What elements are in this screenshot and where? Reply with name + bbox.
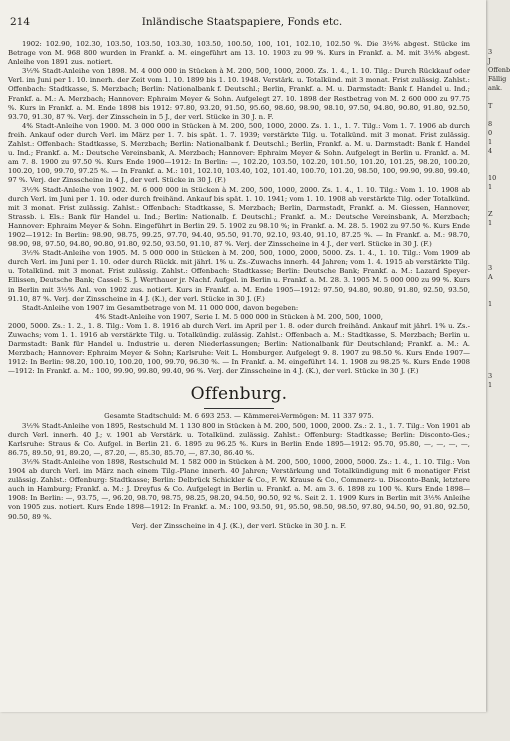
adjacent-page-fragment	[488, 228, 504, 237]
adjacent-page-fragment	[488, 696, 504, 705]
adjacent-page-fragment: J	[488, 57, 491, 65]
adjacent-page-fragment	[488, 318, 504, 327]
adjacent-page-fragment	[488, 327, 504, 336]
paragraph-offenburg-1895: 3½% Stadt-Anleihe von 1895, Restschuld M. 1 130 800 in Stücken à M. 200, 500, 1000, 2000. Zs.: 2. 1., 1. 7. Tilg.: Von 1901 ab durch Verl. innerh. 40 J.; v. 1901 ab Verstärk. u. Totalkünd. zulässig. Zahlst.: Offenburg: Stadtkasse; Berlin: Disconto-Ges.; Karlsruhe: Straus & Co. Aufgel. in Berlin 21. 6. 1895 zu 96.25 %. Kurs in Berlin Ende 1895—1912: 95.70, 95.80, —, —, —, —, 86.75, 89.50, 91, 89.20, —, 87.20, —, 85.30, 85.70, —, 87.30, 86.40 %.	[8, 421, 470, 457]
adjacent-page-fragment	[488, 192, 504, 201]
adjacent-page-fragment: 4	[488, 147, 493, 155]
adjacent-page-fragment	[488, 498, 504, 507]
paragraph-anleihe-1902: 3½% Stadt-Anleihe von 1902. M. 6 000 000 in Stücken à M. 200, 500, 1000, 2000. Zs. 1. 4., 1. 10. Tilg.: Vom 1. 10. 1908 ab durch Verl. im Juni per 1. 10. oder durch freihänd. Ankauf bis spät. 1. 10. 1941; vom 1. 10. 1908 ab verstärkte Tilg. oder Totalkünd. mit 3 monat. Frist zulässig. Zahlst.: Offenbach: Stadtkasse, S. Merzbach; Berlin, Darmstadt, Frankf. a. M. Giessen, Hannover, Strassb. i. Els.: Bank für Handel u. Ind.; Berlin: Nationalb. f. Deutschl.; Frankf. a. M.: Deutsche Vereinsbank, A. Merzbach; Hannover: Ephraim Meyer & Sohn. Eingeführt in Berlin 29. 5. 1902 zu 98.10 %; in Frankf. a. M. 28. 5. 1902 zu 97.50 %. Kurs Ende 1902—1912: In Berlin: 98.90, 98.75, 99.25, 97.70, 94.40, 95.50, 91.70, 92.10, 93.40, 91.10, 87.25 %. — In Frankf. a. M.: 98.70, 98.90, 98, 97.50, 94.80, 90.80, 91.80, 92.50, 93.50, 91.10, 87 %. Verj. der Zinsscheine in 4 J., der verl. Stücke in 30 J. (F.)	[8, 185, 470, 249]
paragraph-verjaehrung: Verj. der Zinsscheine in 4 J. (K.), der verl. Stücke in 30 J. n. F.	[131, 521, 347, 530]
adjacent-page-fragment: 3	[488, 48, 493, 56]
adjacent-page-fragment	[488, 345, 504, 354]
adjacent-page-fragment	[488, 507, 504, 516]
adjacent-page-fragment	[488, 651, 504, 660]
adjacent-page-fragment	[488, 705, 504, 714]
adjacent-page-fragment: Offenb	[488, 66, 510, 74]
adjacent-page-fragment: 1	[488, 381, 493, 389]
adjacent-page-fragment: ank.	[488, 84, 503, 92]
adjacent-page-fragment	[488, 444, 504, 453]
adjacent-page-edge	[488, 48, 510, 741]
adjacent-page-fragment	[488, 417, 504, 426]
paragraph-offenburg-1898: 3½% Stadt-Anleihe von 1898, Restschuld M. 1 582 000 in Stücken à M. 200, 500, 1000, 2000, 5000. Zs.: 1. 4., 1. 10. Tilg.: Von 1904 ab durch Verl. im März nach einem Tilg.-Plane innerh. 40 Jahren; Verstärkung und Totalkündigung mit 6 monatiger Frist zulässig. Zahlst.: Offenburg: Stadtkasse; Berlin: Delbrück Schickler & Co., F. W. Krause & Co., Commerz- u. Disconto-Bank, letztere auch in Hamburg; Frankf. a. M.: J. Dreyfus & Co. Aufgelegt in Berlin u. Frankf. a. M. am 3. 6. 1898 zu 100 %. Kurs Ende 1898—1908: In Berlin: —, 93.75, —, 96.20, 98.70, 98.75, 98.25, 98.20, 94.50, 90.50, 92 %. Seit 2. 1. 1909 Kurs in Berlin mit 3½% Anleihe von 1905 zus. notiert. Kurs Ende 1898—1912: In Frankf. a. M.: 100, 93.50, 91, 95.50, 98.50, 98.50, 97.80, 94.50, 90, 91.80, 92.50, 90.50, 89 %.	[8, 457, 470, 521]
adjacent-page-fragment: 10	[488, 174, 497, 182]
adjacent-page-fragment	[488, 336, 504, 345]
adjacent-page-fragment	[488, 552, 504, 561]
adjacent-page-fragment	[488, 291, 504, 300]
adjacent-page-fragment	[488, 246, 504, 255]
adjacent-page-fragment	[488, 615, 504, 624]
adjacent-page-fragment: 1	[488, 138, 493, 146]
adjacent-page-fragment	[488, 435, 504, 444]
adjacent-page-fragment: Z	[488, 210, 493, 218]
adjacent-page-fragment: 1	[488, 183, 493, 191]
adjacent-page-fragment	[488, 237, 504, 246]
adjacent-page-fragment	[488, 489, 504, 498]
adjacent-page-fragment	[488, 723, 504, 732]
paragraph-anleihe-1900: 4% Stadt-Anleihe von 1900. M. 3 000 000 in Stücken à M. 200, 500, 1000, 2000. Zs. 1. 1., 1. 7. Tilg.: Vom 1. 7. 1906 ab durch freih. Ankauf oder durch Verl. im März per 1. 7. bis spät. 1. 7. 1939; verstärkte Tilg. u. Totalkünd. mit 3 monat. Frist zulässig. Zahlst.: Offenbach: Stadtkasse, S. Merzbach; Berlin: Nationalbank f. Deutschl.; Berlin, Frankf. a. M. u. Darmstadt: Bank f. Handel u. Ind.; Frankf. a. M.: Deutsche Vereinsbank, A. Merzbach; Hannover: Ephraim Meyer & Sohn. Aufgelegt in Berlin u. Frankf. a. M. am 7. 8. 1900 zu 97.50 %. Kurs Ende 1900—1912: In Berlin: —, 102.20, 103.50, 102.20, 101.50, 101.20, 101.25, 98.20, 100.20, 100.20, 100, 99.70, 97.25 %. — In Frankf. a. M.: 101, 102.10, 103.40, 102, 101.40, 100.70, 101.20, 98.50, 100, 99.90, 99.80, 99.40, 97 %. Verj. der Zinsscheine in 4 J., der verl. Stücke in 30 J. (F.)	[8, 121, 470, 185]
adjacent-page-fragment	[488, 309, 504, 318]
adjacent-page-fragment	[488, 201, 504, 210]
adjacent-page-fragment	[488, 165, 504, 174]
adjacent-page-fragment: 3	[488, 264, 493, 272]
adjacent-page-fragment	[488, 408, 504, 417]
adjacent-page-fragment	[488, 462, 504, 471]
adjacent-page-fragment	[488, 606, 504, 615]
adjacent-page-fragment	[488, 660, 504, 669]
paragraph-anleihe-1907-serie-heading: 4% Stadt-Anleihe von 1907, Serie I. M. 5 000 000 in Stücken à M. 200, 500, 1000,	[95, 312, 383, 321]
adjacent-page-fragment: 1	[488, 300, 493, 308]
adjacent-page-fragment	[488, 426, 504, 435]
adjacent-page-fragment: 8	[488, 120, 493, 128]
adjacent-page-fragment: Fällig	[488, 75, 507, 83]
adjacent-page-fragment: T	[488, 102, 493, 110]
page-number: 214	[10, 16, 31, 28]
adjacent-page-fragment	[488, 111, 504, 120]
adjacent-page-fragment	[488, 714, 504, 723]
adjacent-page-fragment	[488, 453, 504, 462]
paragraph-anleihe-1898: 3½% Stadt-Anleihe von 1898. M. 4 000 000 in Stücken à M. 200, 500, 1000, 2000. Zs. 1. 4., 1. 10. Tilg.: Durch Rückkauf oder Verl. im Juni per 1. 10. innerh. der Zeit vom 1. 10. 1899 bis 1. 10. 1948. Verstärk. u. Totalkünd. mit 3 monat. Frist zulässig. Zahlst.: Offenbach: Stadtkasse, S. Merzbach; Berlin: Nationalbank f. Deutschl.; Berlin, Frankf. a. M. u. Darmstadt: Bank f. Handel u. Ind.; Frankf. a. M.: A. Merzbach; Hannover: Ephraim Meyer & Sohn. Aufgelegt 27. 10. 1898 der Restbetrag von M. 2 600 000 zu 97.75 %. Kurs in Frankf. a. M. Ende 1898 bis 1912: 97.80, 93.20, 91.50, 95.60, 98.60, 98.90, 98.10, 97.50, 94.80, 90.80, 91.80, 92.50, 93.70, 91.30, 87 %. Verj. der Zinsschein in 5 J., der verl. Stücke in 30 J. n. F.	[8, 67, 470, 121]
adjacent-page-fragment: 1	[488, 219, 493, 227]
adjacent-page-fragment	[488, 255, 504, 264]
adjacent-page-fragment	[488, 480, 504, 489]
adjacent-page-fragment	[488, 543, 504, 552]
paragraph-1902-kurs: 1902: 102.90, 102.30, 103.50, 103.50, 103.30, 103.50, 100.50, 100, 101, 102.10, 102.50 %. Die 3½% abgest. Stücke im Betrage von M. 968 800 wurden in Frankf. a. M. eingeführt am 13. 10. 1903 zu 99 %. Kurs in Frankf. a. M. mit 3½% abgest. Anleihe von 1891 zus. notiert.	[8, 40, 470, 67]
adjacent-page-fragment	[488, 156, 504, 165]
adjacent-page-fragment	[488, 732, 504, 741]
adjacent-page-fragment	[488, 588, 504, 597]
adjacent-page-fragment	[488, 363, 504, 372]
adjacent-page-fragment: A	[488, 273, 493, 281]
adjacent-page-fragment	[488, 354, 504, 363]
adjacent-page-fragment	[488, 534, 504, 543]
running-header	[10, 15, 474, 29]
paragraph-anleihe-1907-intro: Stadt-Anleihe von 1907 im Gesamtbetrage von M. 11 000 000, davon begeben:	[22, 303, 299, 312]
adjacent-page-fragment	[488, 570, 504, 579]
adjacent-page-fragment	[488, 399, 504, 408]
adjacent-page-fragment	[488, 633, 504, 642]
adjacent-page-fragment	[488, 282, 504, 291]
text-column	[8, 40, 470, 531]
adjacent-page-fragment	[488, 597, 504, 606]
adjacent-page-fragment	[488, 669, 504, 678]
adjacent-page-fragment	[488, 678, 504, 687]
running-title: Inländische Staatspapiere, Fonds etc.	[141, 16, 343, 28]
adjacent-page-fragment	[488, 561, 504, 570]
adjacent-page-fragment	[488, 624, 504, 633]
adjacent-page-fragment	[488, 93, 504, 102]
adjacent-page-fragment	[488, 516, 504, 525]
section-divider	[204, 408, 274, 409]
adjacent-page-fragment	[488, 687, 504, 696]
paragraph-anleihe-1905: 3½% Stadt-Anleihe von 1905. M. 5 000 000 in Stücken à M. 200, 500, 1000, 2000, 5000. Zs. 1. 4., 1. 10. Tilg.: Vom 1909 ab durch Verl. im Juni per 1. 10. oder durch Rückk. mit jährl. 1% u. Zs.-Zuwachs innerh. 44 Jahren; vom 1. 4. 1915 ab verstärkte Tilg. u. Totalkünd. mit 3 monat. Frist zulässig. Zahlst.: Offenbach: Stadtkasse; Berlin: Deutsche Bank; Frankf. a. M.: Lazard Speyer-Ellissen, Deutsche Bank; Cassel: S. J. Werthauer jr. Nachf. Aufgel. in Berlin u. Frankf. a. M. 28. 3. 1905 M. 5 000 000 zu 99 %. Kurs in Berlin mit 3½% Anl. von 1902 zus. notiert. Kurs in Frankf. a. M. Ende 1905—1912: 97.50, 94.80, 90.80, 91.80, 92.50, 93.50, 91.10, 87 %. Verj. der Zinsscheine in 4 J. (K.), der verl. Stücke in 30 J. (F.)	[8, 249, 470, 303]
adjacent-page-fragment: 3	[488, 372, 493, 380]
adjacent-page-fragment	[488, 579, 504, 588]
adjacent-page-fragment	[488, 471, 504, 480]
adjacent-page-fragment	[488, 390, 504, 399]
adjacent-page-fragment: 0	[488, 129, 493, 137]
paragraph-stadtschuld: Gesamte Stadtschuld: M. 6 693 253. — Kämmerei-Vermögen: M. 11 337 975.	[104, 412, 374, 421]
section-heading-offenburg: Offenburg.	[190, 384, 288, 405]
adjacent-page-fragment	[488, 642, 504, 651]
adjacent-page-fragment	[488, 525, 504, 534]
paragraph-anleihe-1907-body: 2000, 5000. Zs.: 1. 2., 1. 8. Tilg.: Vom 1. 8. 1916 ab durch Verl. im April per 1. 8. oder durch freihänd. Ankauf mit jährl. 1% u. Zs.-Zuwachs; vom 1. 1. 1916 ab verstärkte Tilg. u. Totalkündig. zulässig. Zahlst.: Offenbach a. M.: Stadtkasse, S. Merzbach; Berlin u. Darmstadt: Bank für Handel u. Industrie u. deren Niederlassungen; Berlin: Nationalbank für Deutschland; Frankf. a. M.: A. Merzbach; Hannover: Ephraim Meyer & Sohn; Karlsruhe: Veit L. Homburger. Aufgelegt 9. 8. 1907 zu 98.50 %. Kurs Ende 1907—1912: In Berlin: 98.20, 100.10, 100.20, 100, 99.70, 96.30 %. — In Frankf. a. M. eingeführt 14. 1. 1908 zu 98.25 %. Kurs Ende 1908—1912: In Frankf. a. M.: 100, 99.90, 99.80, 99.40, 96 %. Verj. der Zinsscheine in 4 J. (K.), der verl. Stücke in 30 J. (F.)	[8, 321, 470, 376]
